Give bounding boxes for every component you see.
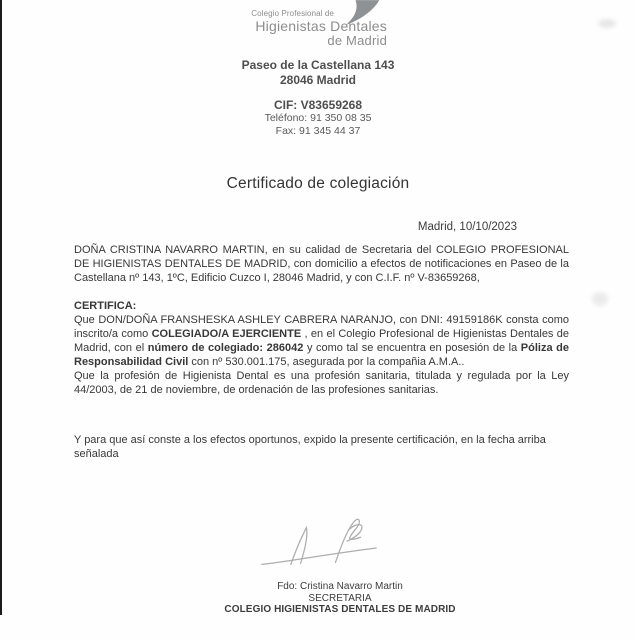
organization-name: COLEGIO HIGIENISTAS DENTALES DE MADRID — [224, 604, 456, 615]
document-body — [74, 243, 569, 461]
certify-paragraph: Que DON/DOÑA FRANSHESKA ASHLEY CABRERA NARANJO, con DNI: 49159186K consta como inscrito/a como COLEGIADO/A EJERCIENTE , en el Colegio Profesional de Higienistas Dentales de Madrid, con el número de colegiado: 286042 y como tal se encuentra en posesión de la Póliza de Responsabilidad Civil con nº 530.001.175, asegurada por la compañia A.M.A.. — [74, 314, 569, 368]
signature-block — [44, 581, 636, 616]
signature-image — [256, 514, 382, 578]
logo-line-city: de Madrid — [327, 33, 387, 48]
logo-wordmark — [200, 9, 387, 48]
contact-block — [0, 58, 636, 137]
logo-line-main: Higienistas Dentales — [255, 18, 387, 34]
address-city: 28046 Madrid — [279, 73, 357, 87]
law-paragraph: Que la profesión de Higienista Dental es una profesión sanitaria, titulada y regulada por la Ley 44/2003, de 21 de noviembre, de ordenación de las profesiones sanitarias. — [74, 370, 569, 396]
closing-paragraph: Y para que así conste a los efectos oportunos, expido la presente certificación, en la fecha arriba señalada — [74, 434, 546, 460]
logo-line-small: Colegio Profesional de — [251, 9, 334, 18]
fax-number: Fax: 91 345 44 37 — [275, 124, 361, 137]
certifica-heading: CERTIFICA: — [74, 300, 137, 312]
intro-paragraph: DOÑA CRISTINA NAVARRO MARTIN, en su calidad de Secretaria del COLEGIO PROFESIONAL DE HIGIENISTAS DENTALES DE MADRID, con domicilio a efectos de notificaciones en Paseo de la Castellana nº 143, 1ºC, Edificio Cuzco I, 28046 Madrid, y con C.I.F. nº V-83659268, — [74, 244, 569, 284]
address-street: Paseo de la Castellana 143 — [241, 58, 395, 72]
scan-smudge — [598, 19, 616, 28]
phone-number: Teléfono: 91 350 08 35 — [264, 112, 372, 124]
document-title: Certificado de colegiación — [226, 175, 410, 192]
signed-by: Fdo: Cristina Navarro Martin — [277, 581, 403, 592]
cif-number: CIF: V83659268 — [273, 98, 363, 112]
dateline: Madrid, 10/10/2023 — [417, 221, 517, 233]
signer-role: SECRETARIA — [308, 592, 372, 604]
scan-smudge — [592, 292, 608, 306]
